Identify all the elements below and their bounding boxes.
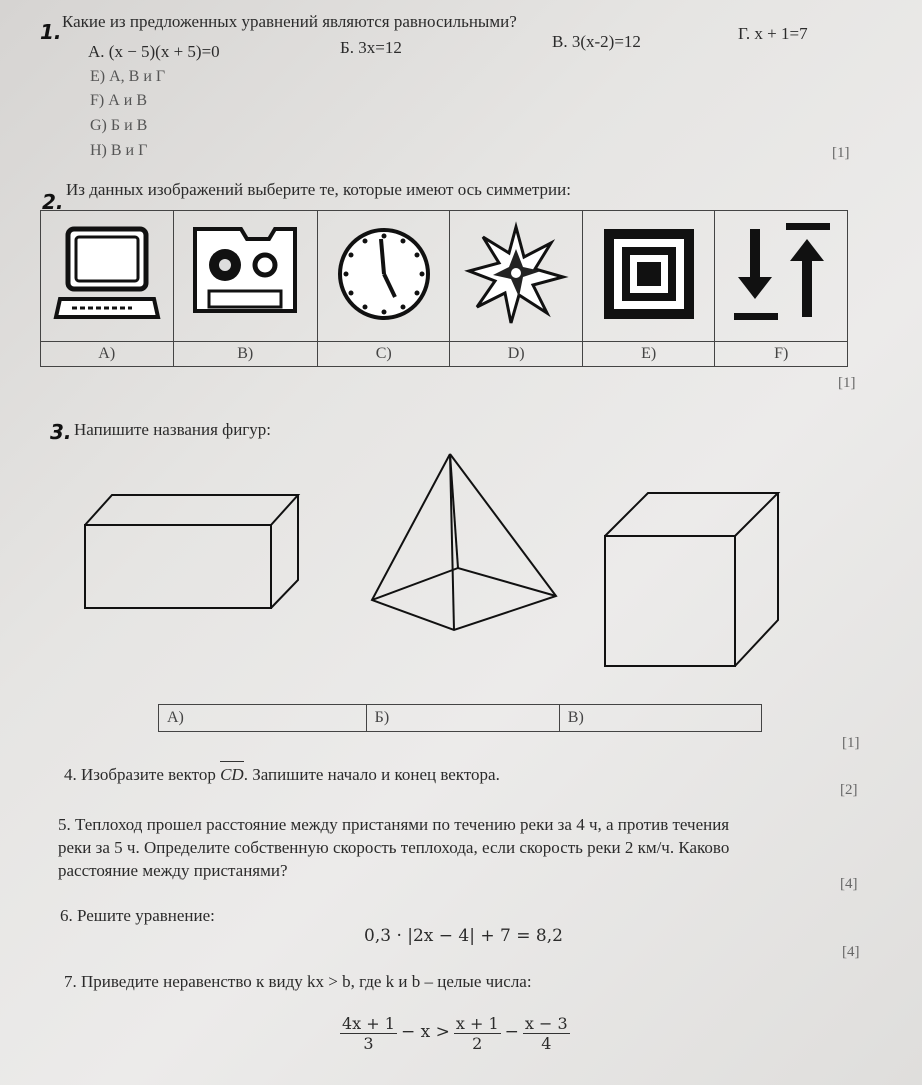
- computer-icon: [41, 211, 174, 342]
- q1-option-g: G) Б и В: [90, 117, 148, 134]
- q5-line2: реки за 5 ч. Определите собственную скорость теплохода, если скорость реки 2 км/ч. Каково: [58, 838, 730, 857]
- q1-option-f: F) А и В: [90, 92, 148, 109]
- q1-equation-a: А. (x − 5)(x + 5)=0: [88, 42, 220, 61]
- q2-number: 2.: [42, 190, 64, 214]
- fraction-1-numerator: 4x + 1: [342, 1014, 395, 1033]
- q7-text: 7. Приведите неравенство к виду kx > b, где k и b – целые числа:: [64, 972, 532, 991]
- q4-mark: [2]: [840, 782, 858, 798]
- fraction-3-denominator: 4: [541, 1034, 552, 1053]
- symmetry-label-b: B): [173, 342, 317, 367]
- nested-squares-icon: [582, 211, 715, 342]
- q1-number: 1.: [40, 20, 62, 44]
- q5-mark: [4]: [840, 876, 858, 892]
- q1-equation-b: Б. 3x=12: [340, 38, 402, 57]
- q1-option-h: H) В и Г: [90, 142, 148, 159]
- vector-arrow-icon: [220, 761, 244, 768]
- vector-label: CD: [220, 765, 244, 784]
- q2-mark: [1]: [838, 375, 856, 391]
- star-icon: [450, 211, 583, 342]
- symmetry-label-c: C): [317, 342, 450, 367]
- q6-equation: 0,3 · |2x − 4| + 7 = 8,2: [364, 926, 563, 946]
- sort-arrows-icon: [715, 211, 848, 342]
- q3-mark: [1]: [842, 735, 860, 751]
- q4-rest: . Запишите начало и конец вектора.: [243, 765, 500, 784]
- fraction-2-numerator: x + 1: [455, 1014, 499, 1033]
- rectangular-prism-figure: [80, 490, 304, 614]
- q5-line3: расстояние между пристанями?: [58, 861, 288, 880]
- q6-text: 6. Решите уравнение:: [60, 906, 215, 925]
- q1-option-e: E) А, В и Г: [90, 68, 166, 85]
- inequality-middle-1: − x >: [400, 1022, 450, 1043]
- figure-names-table: [158, 704, 762, 732]
- q4-prefix: 4. Изобразите вектор: [64, 765, 216, 784]
- fraction-2-denominator: 2: [472, 1034, 483, 1053]
- vector-cd: [220, 765, 244, 785]
- symmetry-label-a: A): [41, 342, 174, 367]
- symmetry-label-e: E): [582, 342, 715, 367]
- clock-icon: [317, 211, 450, 342]
- symmetry-table: [40, 210, 848, 367]
- q1-equation-v: В. 3(x-2)=12: [552, 32, 641, 51]
- q1-equation-g: Г. x + 1=7: [738, 24, 808, 43]
- symmetry-label-f: F): [715, 342, 848, 367]
- figure-answer-v[interactable]: В): [559, 705, 761, 732]
- q4-text: [64, 765, 500, 785]
- figure-answer-a[interactable]: A): [159, 705, 367, 732]
- fraction-1: [340, 1014, 397, 1053]
- fraction-2: [454, 1014, 501, 1053]
- q7-inequality: [340, 1014, 570, 1053]
- fraction-3: [523, 1014, 570, 1053]
- q3-question: Напишите названия фигур:: [74, 420, 271, 439]
- figure-answer-b[interactable]: Б): [366, 705, 559, 732]
- q6-mark: [4]: [842, 944, 860, 960]
- cassette-icon: [173, 211, 317, 342]
- q3-number: 3.: [50, 420, 72, 444]
- fraction-3-numerator: x − 3: [524, 1014, 568, 1033]
- pyramid-figure: [368, 450, 562, 636]
- symmetry-label-d: D): [450, 342, 583, 367]
- q2-question: Из данных изображений выберите те, которые имеют ось симметрии:: [66, 180, 571, 199]
- q1-mark: [1]: [832, 145, 850, 161]
- q5-line1: 5. Теплоход прошел расстояние между пристанями по течению реки за 4 ч, а против течения: [58, 815, 730, 834]
- q1-question: Какие из предложенных уравнений являются равносильными?: [62, 12, 517, 31]
- inequality-middle-2: −: [504, 1022, 519, 1043]
- cube-figure: [600, 488, 784, 672]
- fraction-1-denominator: 3: [363, 1034, 374, 1053]
